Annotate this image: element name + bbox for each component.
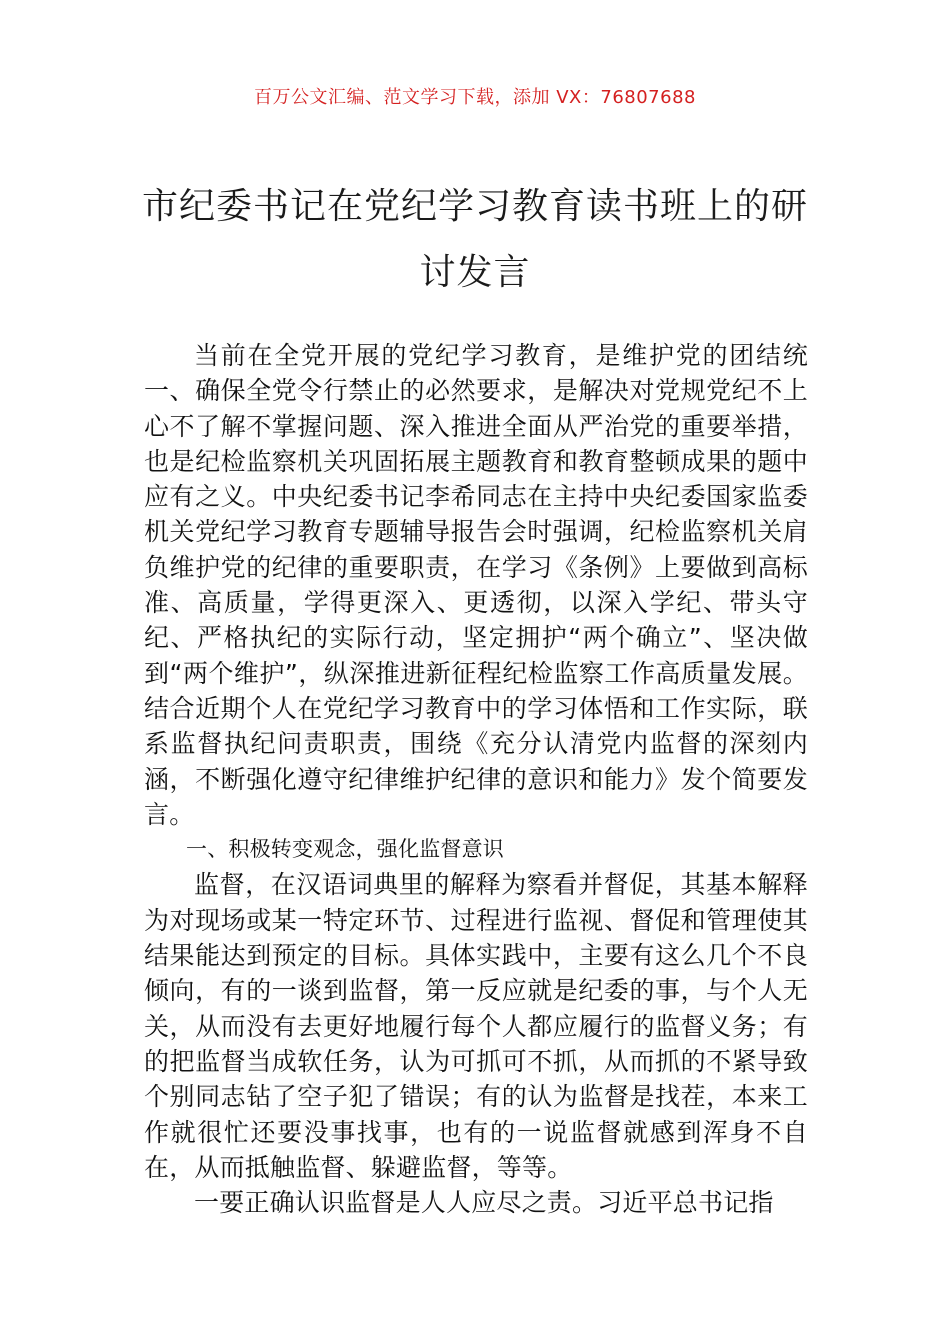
paragraph-intro: 当前在全党开展的党纪学习教育，是维护党的团结统一、确保全党令行禁止的必然要求，是解决对党规党纪不上心不了解不掌握问题、深入推进全面从严治党的重要举措，也是纪检监察机关巩固拓展主题教育和教育整顿成果的题中应有之义。中央纪委书记李希同志在主持中央纪委国家监委机关党纪学习教育专题辅导报告会时强调，纪检监察机关肩负维护党的纪律的重要职责，在学习《条例》上要做到高标准、高质量，学得更深入、更透彻，以深入学纪、带头守纪、严格执纪的实际行动，坚定拥护“两个确立”、坚决做到“两个维护”，纵深推进新征程纪检监察工作高质量发展。结合近期个人在党纪学习教育中的学习体悟和工作实际，联系监督执纪问责职责，围绕《充分认清党内监督的深刻内涵，不断强化遵守纪律维护纪律的意识和能力》发个简要发言。 (144, 341, 808, 829)
header-note: 百万公文汇编、范文学习下载，添加 VX：76807688 (254, 87, 696, 108)
document-title: 市纪委书记在党纪学习教育读书班上的研讨发言 (141, 186, 808, 293)
document-body (144, 338, 808, 1220)
paragraph-supervision: 监督，在汉语词典里的解释为察看并督促，其基本解释为对现场或某一特定环节、过程进行监视、督促和管理使其结果能达到预定的目标。具体实践中，主要有这么几个不良倾向，有的一谈到监督，第一反应就是纪委的事，与个人无关，从而没有去更好地履行每个人都应履行的监督义务；有的把监督当成软任务，认为可抓可不抓，从而抓的不紧导致个别同志钻了空子犯了错误；有的认为监督是找茬，本来工作就很忙还要没事找事，也有的一说监督就感到浑身不自在，从而抵触监督、躲避监督，等等。 (144, 870, 808, 1182)
section-heading: 一、积极转变观念，强化监督意识 (186, 837, 504, 862)
paragraph-first-point: 一要正确认识监督是人人应尽之责。习近平总书记指 (194, 1188, 774, 1218)
